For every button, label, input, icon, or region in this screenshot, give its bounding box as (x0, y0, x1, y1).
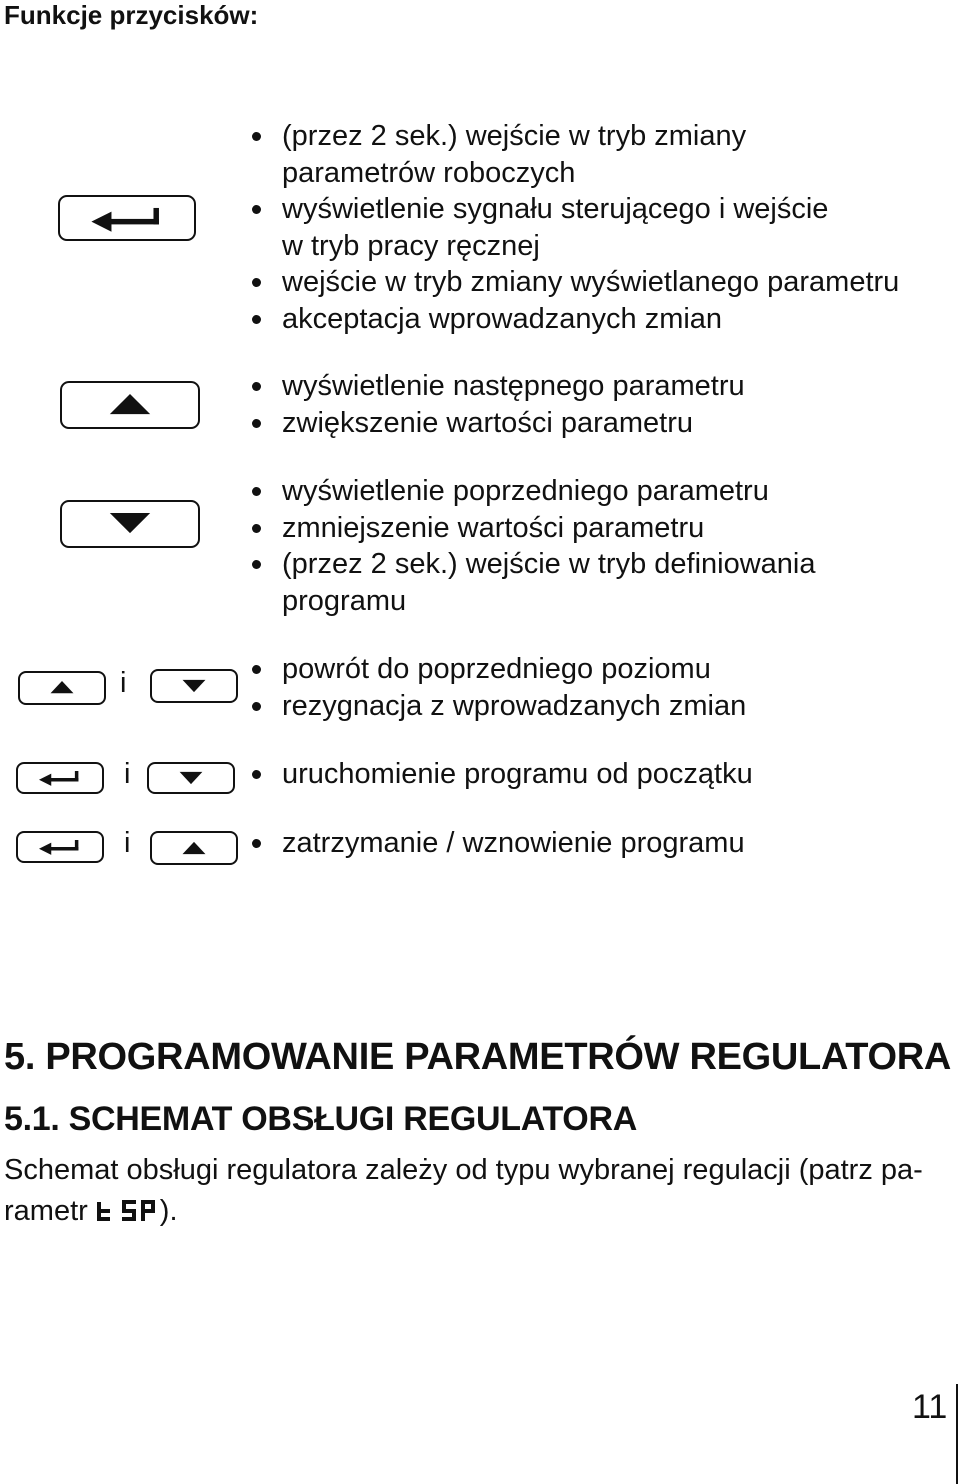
paragraph-line: rametr (4, 1195, 88, 1227)
up-arrow-icon (20, 673, 104, 703)
segment-display-icon (96, 1199, 160, 1223)
list-item: powrót do poprzedniego poziomu (250, 651, 950, 688)
up-down-functions (250, 651, 950, 724)
page-heading: Funkcje przycisków: (4, 0, 259, 30)
down-key (150, 669, 238, 703)
list-item: zwiększenie wartości parametru (250, 405, 950, 442)
page-number: 11 (912, 1388, 948, 1426)
list-item: uruchomienie programu od początku (250, 756, 950, 793)
enter-icon (60, 197, 194, 239)
enter-key (16, 762, 104, 794)
up-key-functions (250, 368, 950, 441)
enter-key (16, 831, 104, 863)
conjunction-label: i (120, 667, 127, 699)
up-arrow-icon (62, 383, 198, 427)
down-arrow-icon (62, 502, 198, 546)
up-key (150, 831, 238, 865)
paragraph-line: Schemat obsługi regulatora zależy od typu wybranej regulacji (patrz pa- (4, 1154, 923, 1186)
list-item: wyświetlenie następnego parametru (250, 368, 950, 405)
list-item: akceptacja wprowadzanych zmian (250, 301, 950, 338)
paragraph-line-end: ). (159, 1195, 178, 1227)
enter-down-functions (250, 756, 950, 793)
down-arrow-icon (149, 764, 233, 792)
seven-segment-code-tsp (96, 1194, 160, 1235)
list-item: zatrzymanie / wznowienie programu (250, 825, 950, 862)
up-key (60, 381, 200, 429)
list-item: (przez 2 sek.) wejście w tryb zmiany parametrów roboczych (250, 118, 950, 191)
section-title: 5. PROGRAMOWANIE PARAMETRÓW REGULATORA (4, 1036, 952, 1078)
list-item: wyświetlenie sygnału sterującego i wejście w tryb pracy ręcznej (250, 191, 950, 264)
enter-up-functions (250, 825, 950, 862)
enter-icon (18, 764, 102, 792)
down-key (60, 500, 200, 548)
list-item: (przez 2 sek.) wejście w tryb definiowania programu (250, 546, 950, 619)
list-item: rezygnacja z wprowadzanych zmian (250, 688, 950, 725)
list-item: zmniejszenie wartości parametru (250, 510, 950, 547)
list-item: wejście w tryb zmiany wyświetlanego parametru (250, 264, 950, 301)
down-key (147, 762, 235, 794)
down-arrow-icon (152, 671, 236, 701)
conjunction-label: i (124, 758, 131, 790)
up-arrow-icon (152, 833, 236, 863)
list-item: wyświetlenie poprzedniego parametru (250, 473, 950, 510)
enter-key-functions (250, 118, 950, 337)
conjunction-label: i (124, 827, 131, 859)
page-edge-rule (956, 1384, 958, 1484)
down-key-functions (250, 473, 950, 619)
enter-key (58, 195, 196, 241)
subsection-title: 5.1. SCHEMAT OBSŁUGI REGULATORA (4, 1100, 637, 1138)
enter-icon (18, 833, 102, 861)
body-paragraph (4, 1150, 954, 1235)
up-key (18, 671, 106, 705)
